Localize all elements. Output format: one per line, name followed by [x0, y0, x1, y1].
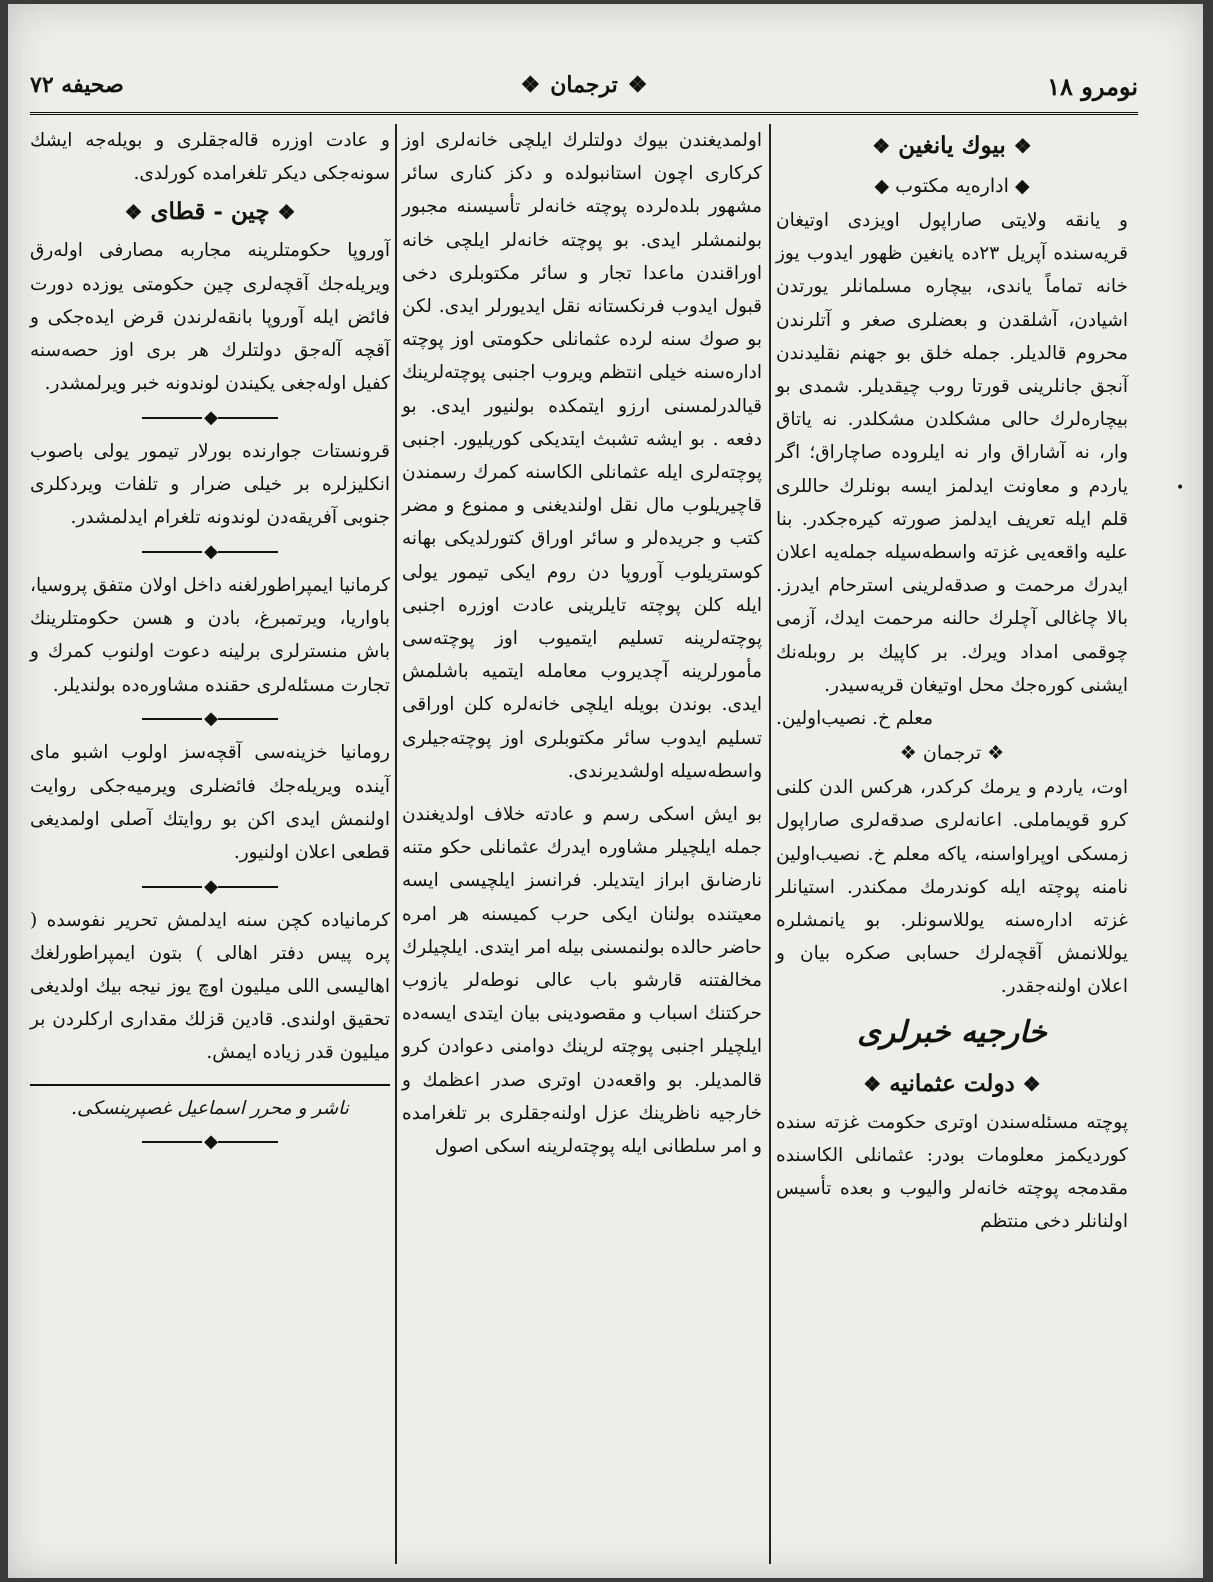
- text-line: و سائر مكتوبلرى دخى قبول ايدوب فرنكستانه: [402, 262, 762, 318]
- text-line: ( پره پيس دفتر اهالى ) بتون ايمپراطورلغك: [30, 909, 390, 964]
- page-header: [30, 66, 1138, 112]
- text-line: نقل ايديورلر ايدى. لكن بو صوك سنه: [402, 296, 762, 351]
- subheading-letter: [776, 168, 1128, 204]
- section-divider: [30, 702, 390, 737]
- section-divider: [30, 1125, 390, 1160]
- text-line: يوز خانه تماماً ياندى، بيچاره مسلمانلر: [776, 243, 1128, 298]
- ornament-icon: ❖: [520, 72, 541, 98]
- text-line: خانه‌لر ايلچى خانه اوراقندن ماعدا تجار: [402, 229, 762, 284]
- section-divider: [30, 400, 390, 435]
- ornament-icon: ❖: [277, 200, 296, 225]
- text-line: اولديغى تحقيق اولندى. قادين قزلك مقدارى: [30, 976, 390, 1031]
- header-rule: [30, 112, 1138, 115]
- masthead-title: [30, 72, 1138, 98]
- text-line: يوزده دورت فائض ايله آوروپا بانقه‌لرندن: [30, 273, 390, 328]
- text-line: اركلردن بر ميليون قدر زياده ايمش.: [30, 1009, 390, 1064]
- text-line: واقعه‌دن اوترى صدر اعظمك و خارجيه: [402, 1069, 762, 1124]
- text-line: اوت، ياردم و يرمك كركدر، هركس الدن: [819, 777, 1128, 799]
- text-line: قرض ايده‌جكى و آقچه آله‌جق دولتلرك: [30, 306, 390, 362]
- text-line: كلنى كرو قويماملى. اعانه‌لرى صدقه‌لرى: [776, 777, 1128, 832]
- transvaal-paragraph: [30, 435, 390, 535]
- text-line: لرينك دوامنى دعوادن كرو قالمديلر. بو: [402, 1036, 762, 1091]
- newspaper-page: [8, 4, 1203, 1578]
- section-heading-ottoman: [776, 1064, 1128, 1104]
- text-line: ايتدى. ايلچيلرك مخالفتنه قارشو باب عالى: [402, 936, 762, 992]
- section-heading-fire: [776, 126, 1128, 166]
- text-line: ايدرك مرحمت و صدقه‌لرينى استرحام ايدرز.: [776, 575, 1128, 597]
- masthead-title-text: ترجمان: [550, 72, 618, 98]
- text-line: خيلى انتظم ويروب اجنبى پوچته‌لرينك: [402, 362, 688, 384]
- text-line: ماى آينده ويريله‌جك فائضلرى ويرميه‌جكى: [30, 742, 390, 797]
- text-line: لرده عثمانلى حكومتى اوز پوچته اداره‌سنه: [402, 329, 762, 384]
- text-line: قريه‌سيدر.: [824, 674, 904, 696]
- diamond-icon: ◆: [204, 1131, 216, 1153]
- text-line: ايله تعريف ايدلمز صورته كيره‌جكدر. بنا: [776, 508, 1092, 530]
- editor-response: [776, 771, 1128, 1003]
- text-line: قرونستات جوارنده بورلار تيمور يولى: [93, 440, 390, 462]
- foreign-news-heading: خارجيه خبرلرى: [857, 1014, 1047, 1050]
- text-line: متنه نارضاىق ابراز ايتديلر. فرانسز ايلچيسى: [402, 837, 763, 892]
- section-divider: [30, 535, 390, 570]
- ink-dot-icon: •: [1176, 480, 1185, 496]
- postal-paragraph-2: [402, 798, 762, 1163]
- text-line: رسمندن قاچيريلوب مال نقل اولنديغنى: [402, 462, 763, 517]
- text-line: ايلچى خانه‌لره كلن اوراقى تسليم ايدوب سائر: [402, 694, 762, 749]
- text-line: اولنوب كمرك و تجارت مسئله‌لرى حقنده: [30, 641, 390, 696]
- right-column: [776, 124, 1128, 1238]
- text-line: روايت اولنمش ايدى اكن بو روايتك آصلى: [30, 775, 390, 830]
- subheading-text: ترجمان: [922, 742, 982, 765]
- text-line: لوندونه خبر ويرلمشدر.: [44, 373, 220, 395]
- ornament-icon: ❖: [124, 200, 143, 225]
- text-line: كرمانيا ايمپراطورلغنه داخل اولان متفق: [92, 575, 390, 597]
- left-column: [30, 124, 390, 1159]
- text-line: نوطه‌لر يازوب حركتنك اسباب و مقصودينى: [402, 970, 762, 1025]
- subheading-text: اداره‌يه مكتوب: [895, 175, 1009, 197]
- text-line: بالا چاغالى آچلرك حالنه مرحمت ايدك،: [823, 608, 1128, 630]
- text-line: ايسه معيتنده بولنان ايكى حرب كميسنه: [402, 870, 763, 925]
- ornament-icon: ❖: [1022, 1071, 1041, 1096]
- ornament-icon: ❖: [627, 72, 648, 98]
- letter-signature: معلم خ. نصيب‌اولين.: [776, 708, 934, 730]
- text-line: هر امره حاضر حالده بولنمسنى بيله امر: [402, 903, 762, 958]
- text-line: صاراپول زمسكى اوپراواسنه، ياكه معلم: [776, 810, 1128, 865]
- census-paragraph: [30, 904, 390, 1070]
- text-line: پروسيا، باواريا، ويرتمبرغ، بادن و هسن: [30, 575, 390, 630]
- text-line: سنده كورديكمز معلومات بودر:: [776, 1111, 1128, 1166]
- text-line: صكره بيان و اعلان اولنه‌جقدر.: [776, 943, 1128, 998]
- text-line: ويردكلرى جنوبى آفريقه‌دن لوندونه تلغرام: [30, 474, 390, 529]
- text-line: اوراق كتورلديكى بهانه كوستريلوب آوروپا: [402, 528, 762, 583]
- diamond-icon: ◆: [204, 875, 216, 897]
- ornament-icon: ◆: [1014, 175, 1030, 197]
- text-line: عليه واقعه‌يى غزته واسطه‌سيله جمله‌يه اعلان: [776, 542, 1128, 564]
- text-line: دفعه . بو ايشه تشبث ايتديكى كوريليور.: [452, 428, 762, 450]
- text-line: روب چيقديلر. شمدى بو بيچاره‌لرك حالى: [776, 376, 1129, 431]
- column-divider: [395, 124, 397, 1564]
- heading-text: چين - قطاى: [150, 198, 270, 226]
- subheading-tercuman: [776, 735, 1128, 771]
- text-line: سونه‌جكى ديكر تلغرامده كورلدى.: [133, 163, 390, 185]
- ornament-icon: ❖: [987, 742, 1005, 765]
- text-line: كنارى سائر مشهور بلده‌لرده پوچته خانه‌لر: [402, 163, 763, 218]
- text-line: رومانيا خزينه‌سى آقچه‌سز اولوب اشبو: [72, 742, 390, 764]
- text-line: و ممنوع و مضر كتب و جريده‌لر و سائر: [402, 495, 763, 550]
- text-line: و امر سلطانى ايله پوچته‌لرينه اسكى اصول: [434, 1136, 762, 1158]
- text-line: قريه‌سنده آپريل ۲۳ده يانغين ظهور ايدوب: [806, 243, 1128, 265]
- text-line: اهاليسى اللى ميليون اوچ يوز نيجه بيك: [95, 976, 390, 998]
- ornament-icon: ◆: [874, 175, 890, 197]
- ornament-icon: ❖: [863, 1071, 882, 1096]
- column-divider: [769, 124, 771, 1564]
- text-line: مكتوبلرى اوز پوچته‌جيلرى واسطه‌سيله: [402, 727, 762, 782]
- text-line: وار نه ايلروده صاچاراق؛ اگر ياردم و: [776, 442, 1129, 497]
- text-line: جمله ايلچيلر مشاوره ايدرك عثمانلى حكو: [440, 837, 762, 859]
- text-line: كرمانياده كچن سنه ايدلمش تحرير نفوسده: [46, 909, 391, 931]
- section-heading-china: [30, 192, 390, 232]
- postal-paragraph-1: [402, 124, 762, 788]
- text-line: عثمانلى الكاسنده مقدمجه پوچته خانه‌لر: [776, 1144, 1129, 1200]
- text-line: اولشديرندى.: [567, 760, 665, 782]
- china-paragraph: [30, 234, 390, 400]
- text-line: بو يانمشلره يوللانمش آقچه‌لرك حسابى: [776, 910, 1128, 965]
- page-number: صحيفه ۷۲: [30, 72, 124, 98]
- text-line: بو جهنم نقليدندن آنجق جانلرينى قورتا: [776, 342, 1129, 398]
- continued-paragraph: [30, 124, 390, 190]
- text-line: ناظرينك عزل اولنه‌جقلرى بر تلغرامده: [402, 1102, 701, 1124]
- text-line: واليوب و بعده تأسيس اولنانلر دخى منتظم: [776, 1178, 1128, 1233]
- issue-number: نومرو ۱۸: [1047, 72, 1138, 101]
- text-line: مشكلدن مشكلدر. نه ياتاق وار، نه آشاراق: [776, 409, 1128, 464]
- text-line: بو ايش اسكى رسم و عادته خلاف اولديغندن: [402, 804, 762, 826]
- heading-text: بيوك يانغين: [898, 132, 1006, 159]
- text-line: بيان ايتدى ايسه‌ده ايلچيلر اجنبى پوچته: [402, 1003, 763, 1058]
- text-line: ايدلمشدر.: [70, 507, 148, 529]
- text-line: اجنبى پوچته‌لرى ايله عثمانلى الكاسنه كمرك: [402, 428, 762, 484]
- text-line: بر روبله‌نك ايشنى كوره‌جك محل اوتيغان: [776, 641, 1128, 696]
- ornament-icon: ❖: [899, 742, 917, 765]
- ottoman-paragraph: [776, 1106, 1128, 1239]
- text-line: تأسيسنه مجبور بولنمشلر ايدى. بو پوچته: [402, 196, 762, 251]
- text-line: آوروپا حكومتلرينه مجاربه مصارفى: [99, 240, 391, 262]
- text-line: اولمديغندن بيوك دولتلرك ايلچى خانه‌لرى: [435, 130, 762, 151]
- text-line: اوز كركارى اچون استانبولده و دكز: [402, 130, 762, 185]
- text-line: هر برى اوز حصه‌سنه كفيل اوله‌جغى يكيندن: [30, 340, 390, 395]
- text-line: و آتلرندن محروم قالديلر. جمله خلق: [776, 309, 1128, 364]
- text-line: يورتدن اشيادن، آشلقدن و بعضلرى صغر: [776, 276, 1128, 331]
- text-line: ممكندر. استيانلر غزته اداره‌سنه يوللاسونلر.: [776, 876, 1128, 932]
- text-line: و عادت اوزره قاله‌جقلرى و بويله‌جه ايشك: [30, 130, 390, 151]
- footer-rule: [30, 1084, 390, 1086]
- text-line: اولمديغى قطعى اعلان اولنيور.: [30, 808, 390, 863]
- middle-column: [402, 124, 762, 1163]
- text-line: قيالدرلمسنى ارزو ايتمكده بولنيور ايدى. بو: [402, 395, 762, 417]
- section-divider: [30, 869, 390, 904]
- diamond-icon: ◆: [204, 406, 216, 428]
- text-line: تايلرينى عادت اوزره اجنبى پوچته‌لرينه تسليم: [402, 594, 762, 650]
- romania-paragraph: [30, 736, 390, 869]
- germany-paragraph: [30, 569, 390, 702]
- text-line: مشاوره‌ده بولنديلر.: [52, 674, 200, 696]
- diamond-icon: ◆: [204, 708, 216, 730]
- text-line: حكومتلرينك باش منسترلرى برلينه دعوت: [30, 608, 391, 663]
- text-line: معامله ايتميه باشلمش ايدى. بوندن بويله: [402, 661, 762, 716]
- letter-paragraph: [776, 204, 1128, 702]
- text-line: پوچته مسئله‌سندن اوترى حكومت غزته: [824, 1111, 1128, 1133]
- text-line: و يانقه ولايتى صاراپول اويزدى اوتيغان: [776, 210, 1128, 231]
- heading-text: دولت عثمانيه: [889, 1069, 1015, 1097]
- text-line: ايتميوب اوز پوچته‌سى مأمورلرينه آچديروب: [402, 628, 762, 683]
- text-line: دن روم ايكى تيمور يولى ايله كلن پوچته: [402, 561, 762, 616]
- text-line: معاونت ايدلمز ايسه بونلرك حاللرى قلم: [776, 475, 1128, 530]
- diamond-icon: ◆: [204, 541, 216, 563]
- ornament-icon: ❖: [1013, 134, 1032, 158]
- text-line: خ. نصيب‌اولين نامنه پوچته ايله كوندرمك: [776, 843, 1128, 898]
- text-line: آزمى چوقمى امداد ويرك. بر كاپيك: [776, 608, 1129, 663]
- text-line: اوله‌رق ويريله‌جك آقچه‌لرى چين حكومتى: [30, 240, 391, 295]
- ornament-icon: ❖: [872, 134, 891, 158]
- publisher-credit: ناشر و محرر اسماعيل غصپرينسكى.: [71, 1097, 349, 1119]
- text-line: باصوب انكليزلره بر خيلى ضرار و تلفات: [30, 440, 390, 496]
